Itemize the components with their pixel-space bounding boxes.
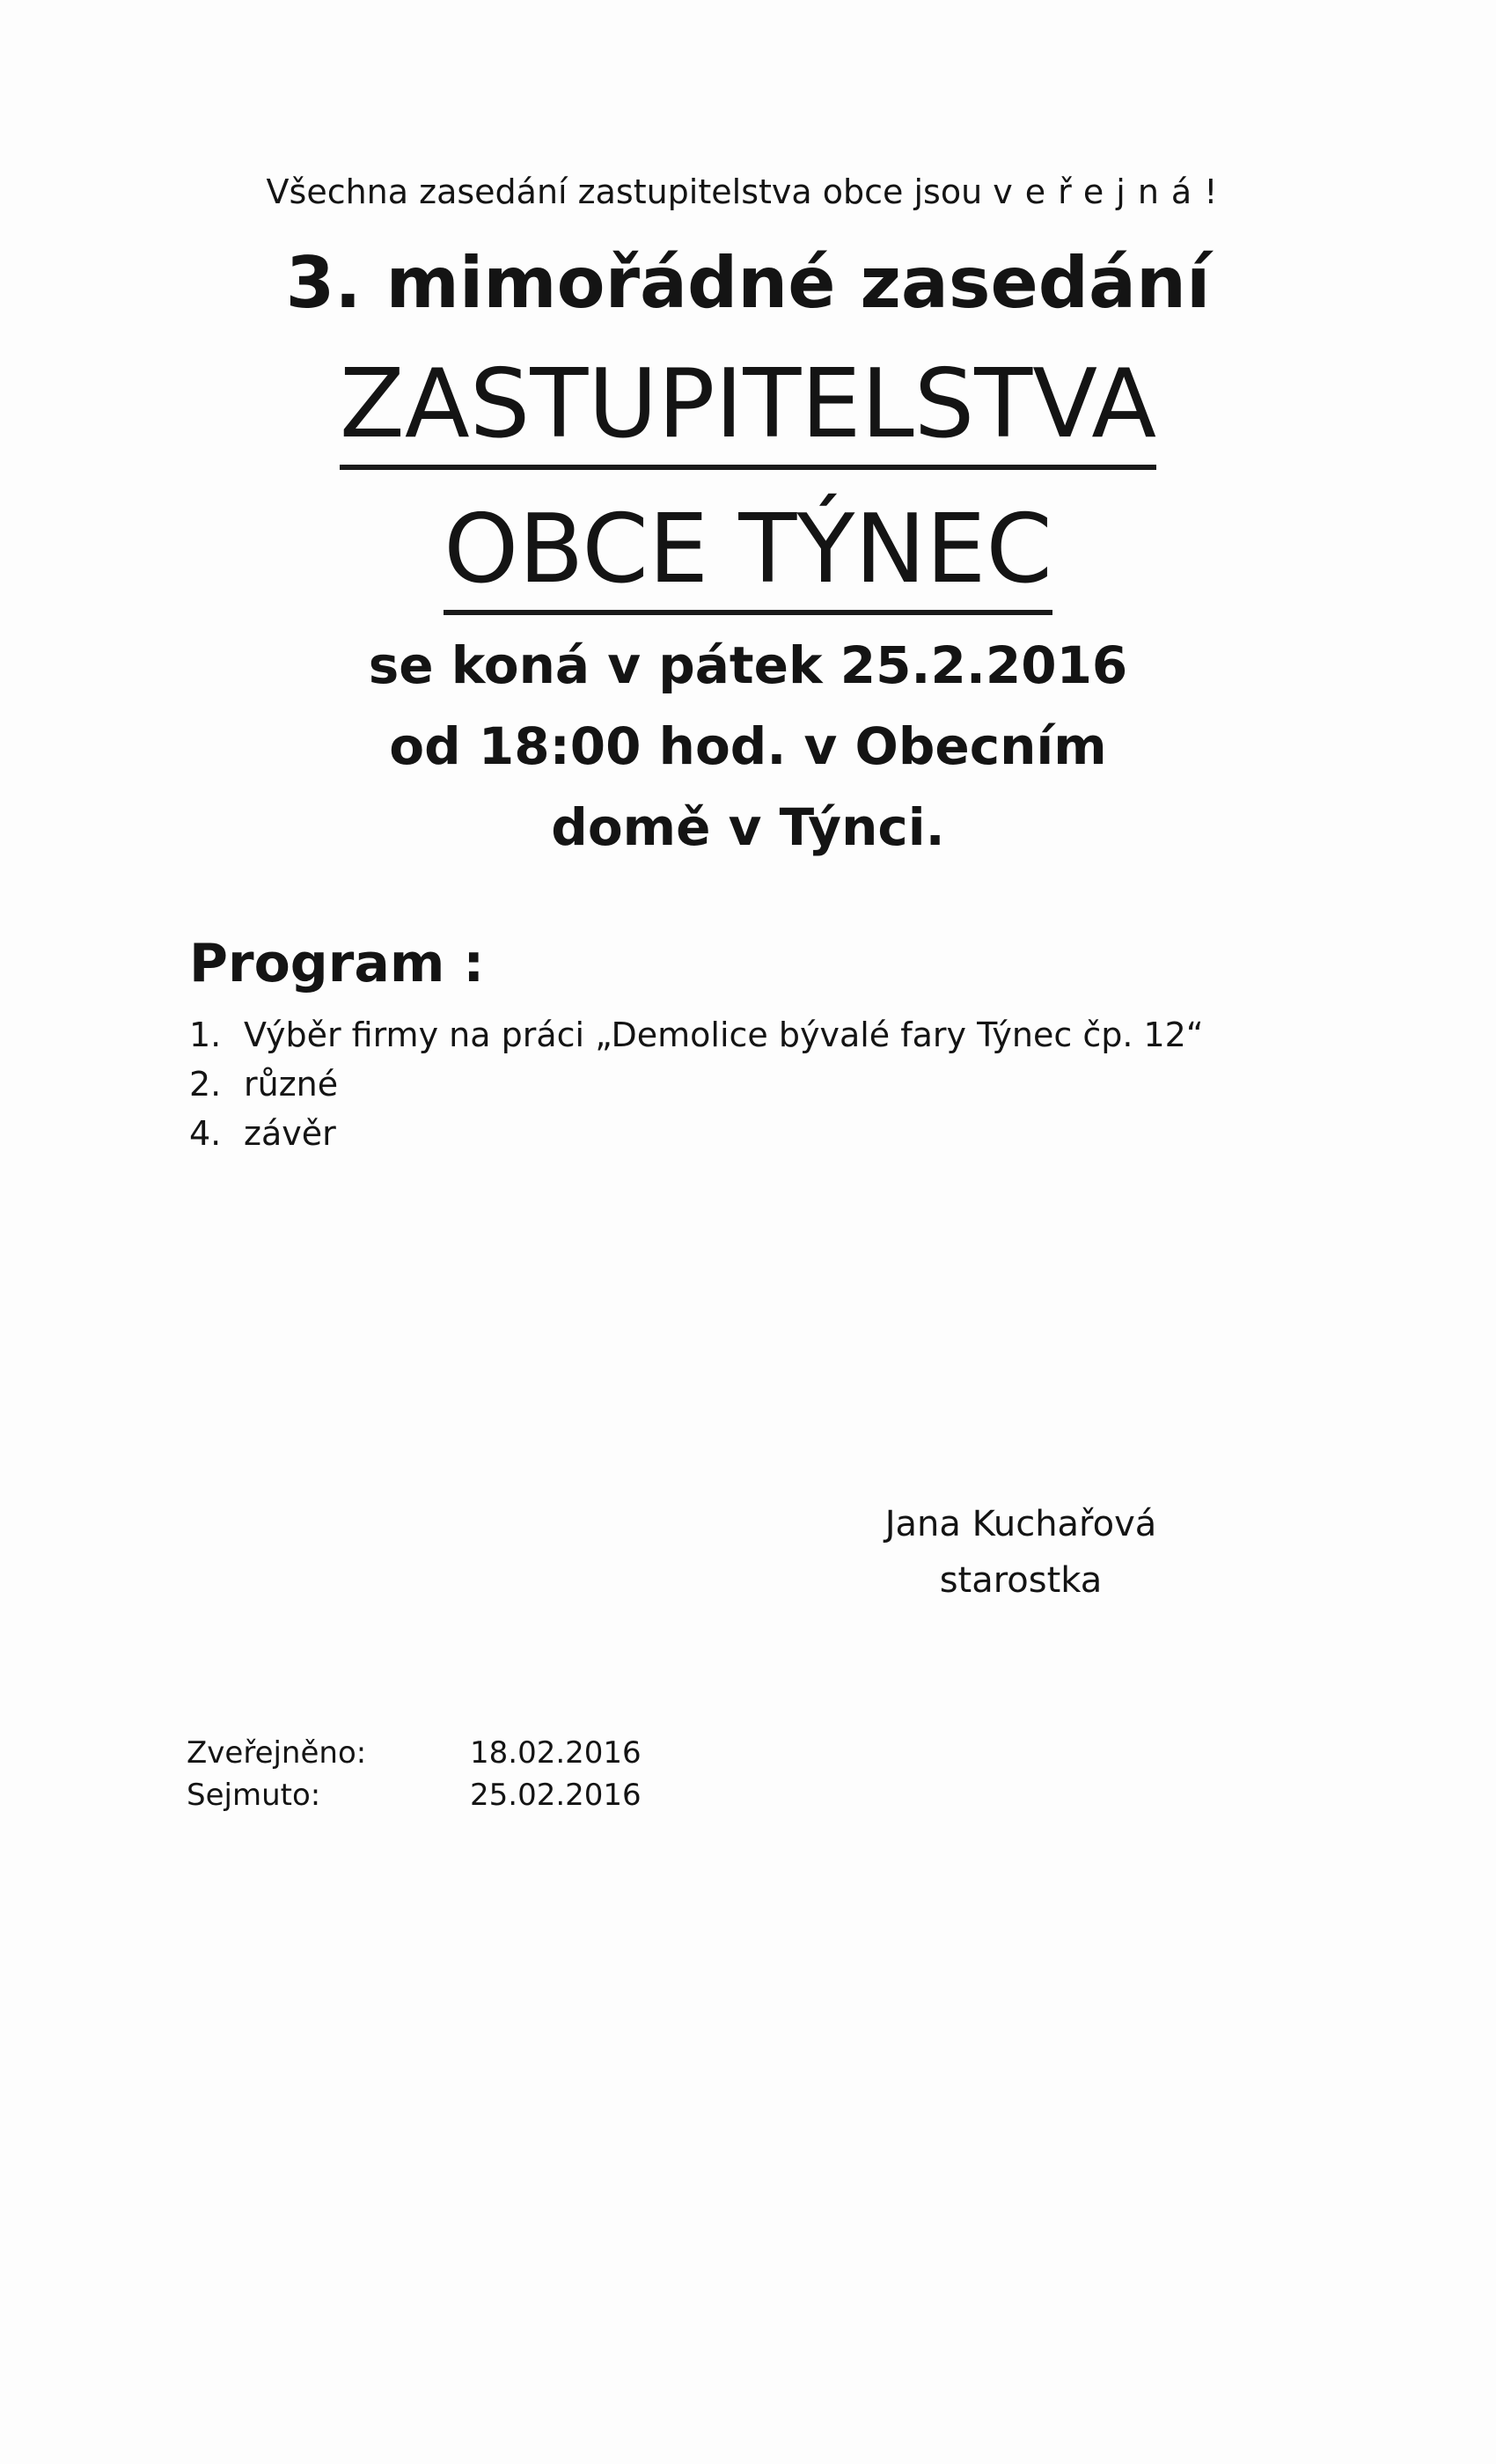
signatory-name: Jana Kuchařová (884, 1504, 1157, 1544)
list-item (189, 1109, 1204, 1158)
meeting-place-line: domě v Týnci. (551, 797, 945, 857)
published-row (187, 1732, 642, 1774)
list-item-number: 2. (189, 1065, 222, 1104)
list-item (189, 1010, 1204, 1060)
published-date: 18.02.2016 (470, 1735, 642, 1771)
list-item-number: 1. (189, 1016, 222, 1054)
list-item-text: závěr (244, 1114, 336, 1153)
removed-date: 25.02.2016 (470, 1778, 642, 1813)
list-item-text: Výběr firmy na práci „Demolice bývalé fary Týnec čp. 12“ (244, 1016, 1204, 1054)
signatory-role: starostka (939, 1560, 1103, 1601)
public-meetings-notice (0, 172, 1496, 211)
village-title-text: OBCE TÝNEC (444, 495, 1052, 615)
meeting-date-line: se koná v pátek 25.2.2016 (368, 635, 1128, 695)
meeting-title: 3. mimořádné zasedání (285, 242, 1211, 324)
removed-label: Sejmuto: (187, 1778, 321, 1813)
list-item-text: různé (244, 1065, 339, 1104)
council-title-text: ZASTUPITELSTVA (340, 349, 1156, 470)
signature-block (880, 1496, 1162, 1609)
list-item-number: 4. (189, 1114, 222, 1153)
council-title (0, 349, 1496, 459)
village-title (0, 497, 1496, 603)
list-item (189, 1060, 1204, 1109)
publication-info (187, 1732, 642, 1816)
program-heading: Program : (189, 933, 485, 994)
published-label: Zveřejněno: (187, 1735, 367, 1771)
meeting-details (0, 625, 1496, 868)
intro-emphasis: veřejná! (993, 172, 1230, 211)
removed-row (187, 1774, 642, 1816)
program-list (189, 1010, 1204, 1158)
meeting-time-line: od 18:00 hod. v Obecním (389, 716, 1107, 776)
intro-text: Všechna zasedání zastupitelstva obce jsou (266, 172, 983, 211)
